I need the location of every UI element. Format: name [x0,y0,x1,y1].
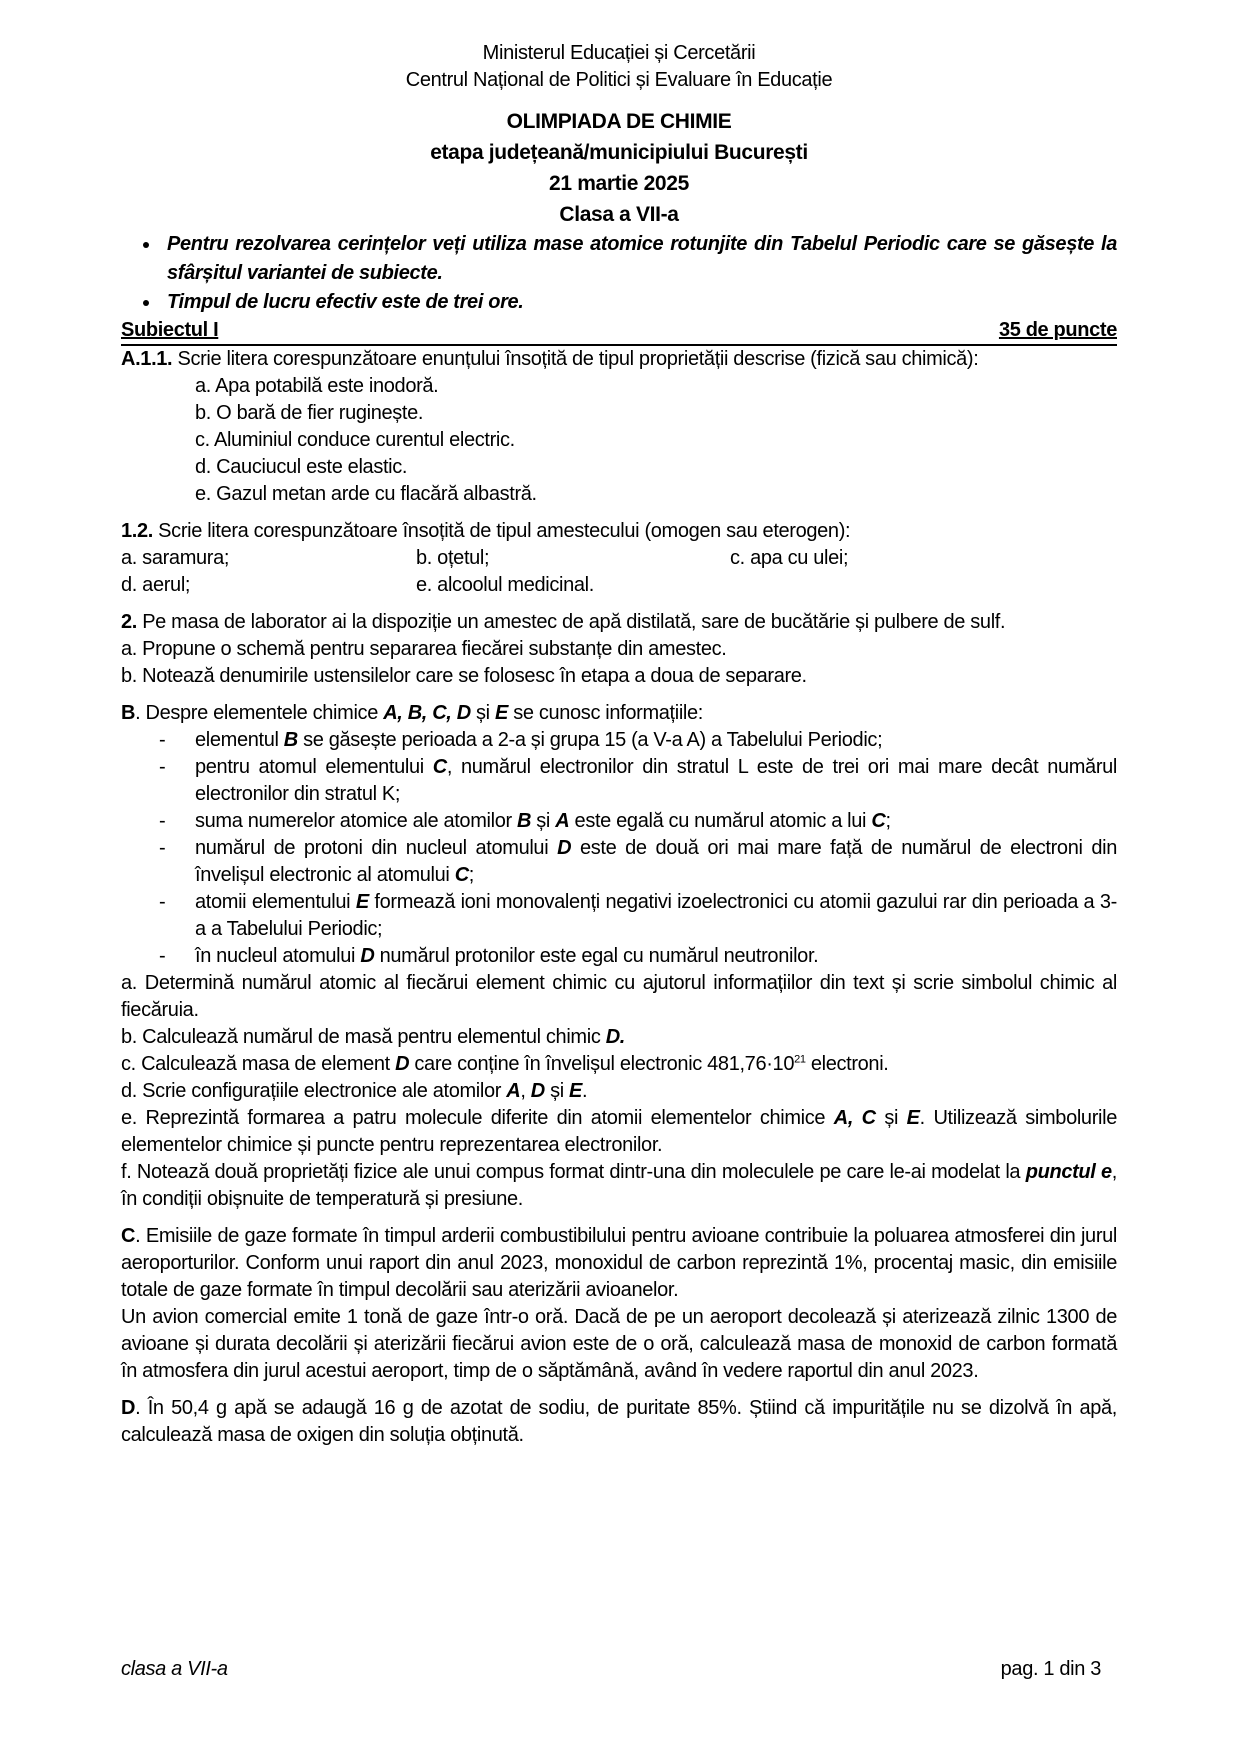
b-fact: - atomii elementului E formează ioni monovalenți negativi izoelectronici cu atomii gazului rar din perioada a 3-a a Tabelului Periodic; [121,889,1117,943]
b-fact: - suma numerelor atomice ale atomilor B și A este egală cu numărul atomic a lui C; [121,808,1117,835]
b-facts-list [121,727,1117,970]
title-date: 21 martie 2025 [549,172,689,195]
a11-item: c. Aluminiul conduce curentul electric. [195,429,515,451]
subject-label: Subiectul I [121,319,219,341]
b-fact: - pentru atomul elementului C, numărul electronilor din stratul L este de trei ori mai mare decât numărul electronilor din stratul K; [121,754,1117,808]
question-d: D. În 50,4 g apă se adaugă 16 g de azotat de sodiu, de puritate 85%. Știind că impuritățile nu se dizolvă în apă, calculează masa de oxigen din soluția obținută. [121,1397,1117,1446]
title-stage: etapa județeană/municipiului București [430,141,808,164]
b-question-c: c. Calculează masa de element D care conține în învelișul electronic $481,76\cdot 10^{21}$ electroni. [121,1053,889,1075]
b-question-f: f. Notează două proprietăți fizice ale unui compus format dintr-una din moleculele pe care le-ai modelat la punctul e, în condiții obișnuite de temperatură și presiune. [121,1161,1117,1210]
a2-part-a: a. Propune o schemă pentru separarea fiecărei substanțe din amestec. [121,638,727,660]
exam-page [121,40,1117,1449]
b-fact: - în nucleul atomului D numărul protonilor este egal cu numărul neutronilor. [121,943,1117,970]
b-fact: - numărul de protoni din nucleul atomului D este de două ori mai mare față de numărul de electroni din învelișul electronic al atomului C; [121,835,1117,889]
a11-item: b. O bară de fier ruginește. [195,402,424,424]
b-question-a: a. Determină numărul atomic al fiecărui element chimic cu ajutorul informațiilor din text și scrie simbolul chimic al fiecăruia. [121,972,1117,1021]
a12-row: a. saramura; b. oțetul; c. apa cu ulei; [121,547,849,569]
question-c: C. Emisiile de gaze formate în timpul arderii combustibilului pentru avioane contribuie la poluarea atmosferei din jurul aeroporturilor. Conform unui raport din anul 2023, monoxidul de carbon reprezintă 1%, procentaj masic, din emisiile totale de gaze formate în timpul decolării sau aterizării avioanelor. [121,1225,1117,1301]
a11-item: a. Apa potabilă este inodoră. [195,375,439,397]
a12-row: d. aerul; e. alcoolul medicinal. [121,574,594,596]
question-b-intro: B. Despre elementele chimice A, B, C, D și E se cunosc informațiile: [121,702,704,724]
b-fact: - elementul B se găsește perioada a 2-a și grupa 15 (a V-a A) a Tabelului Periodic; [121,727,1117,754]
a11-item: d. Cauciucul este elastic. [195,456,408,478]
question-a12: 1.2. Scrie litera corespunzătoare însoțită de tipul amestecului (omogen sau eterogen): [121,520,851,542]
footer-class: clasa a VII-a [121,1658,228,1680]
instructions-list [121,230,1117,317]
title-class: Clasa a VII-a [559,203,679,226]
question-a2: 2. Pe masa de laborator ai la dispoziție un amestec de apă distilată, sare de bucătărie și pulbere de sulf. [121,611,1006,633]
a11-item: e. Gazul metan arde cu flacără albastră. [195,483,537,505]
title-olympiad: OLIMPIADA DE CHIMIE [506,110,732,133]
instruction-item: • Timpul de lucru efectiv este de trei ore. [161,288,1117,317]
ministry-name: Ministerul Educației și Cercetării [482,42,756,64]
b-question-b: b. Calculează numărul de masă pentru elementul chimic D. [121,1026,625,1048]
a2-part-b: b. Notează denumirile ustensilelor care se folosesc în etapa a doua de separare. [121,665,807,687]
center-name: Centrul Național de Politici și Evaluare în Educație [405,69,833,91]
question-c-part2: Un avion comercial emite 1 tonă de gaze într-o oră. Dacă de pe un aeroport decolează și aterizează zilnic 1300 de avioane și durata decolării și aterizării fiecărui avion este de o oră, calculează masa de monoxid de carbon formată în atmosfera din jurul acestui aeroport, timp de o săptămână, având în vedere raportul din anul 2023. [121,1306,1117,1382]
subject-header [121,317,1117,346]
instruction-item: • Pentru rezolvarea cerințelor veți utiliza mase atomice rotunjite din Tabelul Periodic care se găsește la sfârșitul variantei de subiecte. [161,230,1117,288]
page-footer [121,1658,1101,1681]
b-question-d: d. Scrie configurațiile electronice ale atomilor A, D și E. [121,1080,588,1102]
question-a11: A.1.1. Scrie litera corespunzătoare enunțului însoțită de tipul proprietății descrise (fizică sau chimică): [121,348,979,370]
subject-points: 35 de puncte [998,319,1117,341]
b-question-e: e. Reprezintă formarea a patru molecule diferite din atomii elementelor chimice A, C și E. Utilizează simbolurile elementelor chimice și puncte pentru reprezentarea electronilor. [121,1107,1117,1156]
footer-page-number: pag. 1 din 3 [1000,1658,1101,1680]
